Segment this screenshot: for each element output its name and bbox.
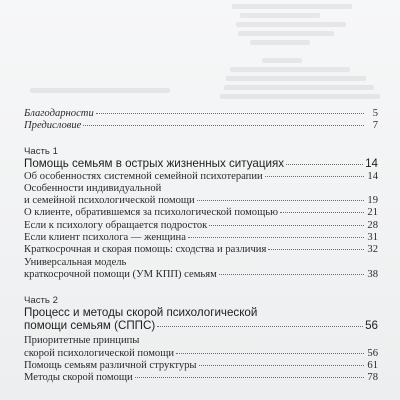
toc-page-number: 32 [367,244,378,256]
toc-entry-title: Благодарности [24,108,94,119]
part-title-line: помощи семьям (СППС) [24,319,156,333]
toc-entry[interactable] [24,372,378,384]
toc-entry-acknowledgements[interactable] [24,108,378,120]
toc-entry-title: Предисловие [24,120,82,132]
toc-page-number: 28 [367,219,378,231]
toc-page-number: 21 [367,207,378,219]
toc-entry-line: скорой психологической помощи [24,347,175,359]
toc-entry-line: краткосрочной помощи (УМ КПП) семьям [24,268,217,280]
leader-dots [265,175,364,177]
toc-entry-title: Методы скорой помощи [24,372,133,384]
toc-entry[interactable] [24,244,378,256]
toc-entry-line: Приоритетные принципы [24,335,140,347]
table-of-contents [24,108,378,384]
leader-dots [268,248,364,250]
toc-entry-title: Краткосрочная и скорая помощь: сходства и различия [24,244,267,256]
toc-entry[interactable] [24,171,378,183]
toc-entry-title: Если к психологу обращается подросток [24,219,208,231]
leader-dots [83,124,364,126]
leader-dots [197,199,364,201]
toc-entry[interactable] [24,232,378,244]
leader-dots [199,364,364,366]
part-label: Часть 2 [24,295,58,307]
show-through-text [0,0,400,105]
toc-page-number: 14 [367,170,378,182]
toc-entry-title: Помощь семьям различной структуры [24,359,197,371]
toc-entry-line: Универсальная модель [24,256,127,268]
toc-page-number: 5 [372,108,378,119]
part-label: Часть 1 [24,145,58,157]
leader-dots [209,224,364,226]
leader-dots [135,376,364,378]
toc-page-number: 19 [367,195,378,207]
toc-page-number: 56 [367,347,378,359]
toc-page-number: 38 [367,268,378,280]
leader-dots [96,112,364,114]
leader-dots [157,325,363,327]
toc-entry-line: и семейной психологической помощи [24,195,195,207]
toc-entry[interactable] [24,183,378,208]
toc-entry[interactable] [24,257,378,282]
leader-dots [286,163,363,165]
toc-entry-title: О клиенте, обратившемся за психологической помощью [24,207,279,219]
leader-dots [219,273,364,275]
toc-entry[interactable] [24,207,378,219]
toc-entry[interactable] [24,360,378,372]
toc-entry-title: Об особенностях системной семейной психотерапии [24,170,263,182]
toc-entry-title: Если клиент психолога — женщина [24,232,186,244]
toc-page-number: 78 [367,372,378,384]
toc-page-number: 31 [367,232,378,244]
toc-entry[interactable] [24,335,378,360]
part-title-line: Процесс и методы скорой психологической [24,306,258,320]
toc-page-number: 7 [372,120,378,132]
leader-dots [280,211,364,213]
toc-page-number: 14 [365,156,378,170]
toc-page-number: 56 [365,319,378,333]
leader-dots [176,352,364,354]
toc-entry-preface[interactable] [24,120,378,132]
part-title[interactable] [24,157,378,170]
toc-entry[interactable] [24,220,378,232]
part-title[interactable] [24,306,378,332]
leader-dots [188,236,364,238]
part-title-text: Помощь семьям в острых жизненных ситуациях [24,156,285,170]
toc-page-number: 61 [367,359,378,371]
toc-entry-line: Особенности индивидуальной [24,182,162,194]
